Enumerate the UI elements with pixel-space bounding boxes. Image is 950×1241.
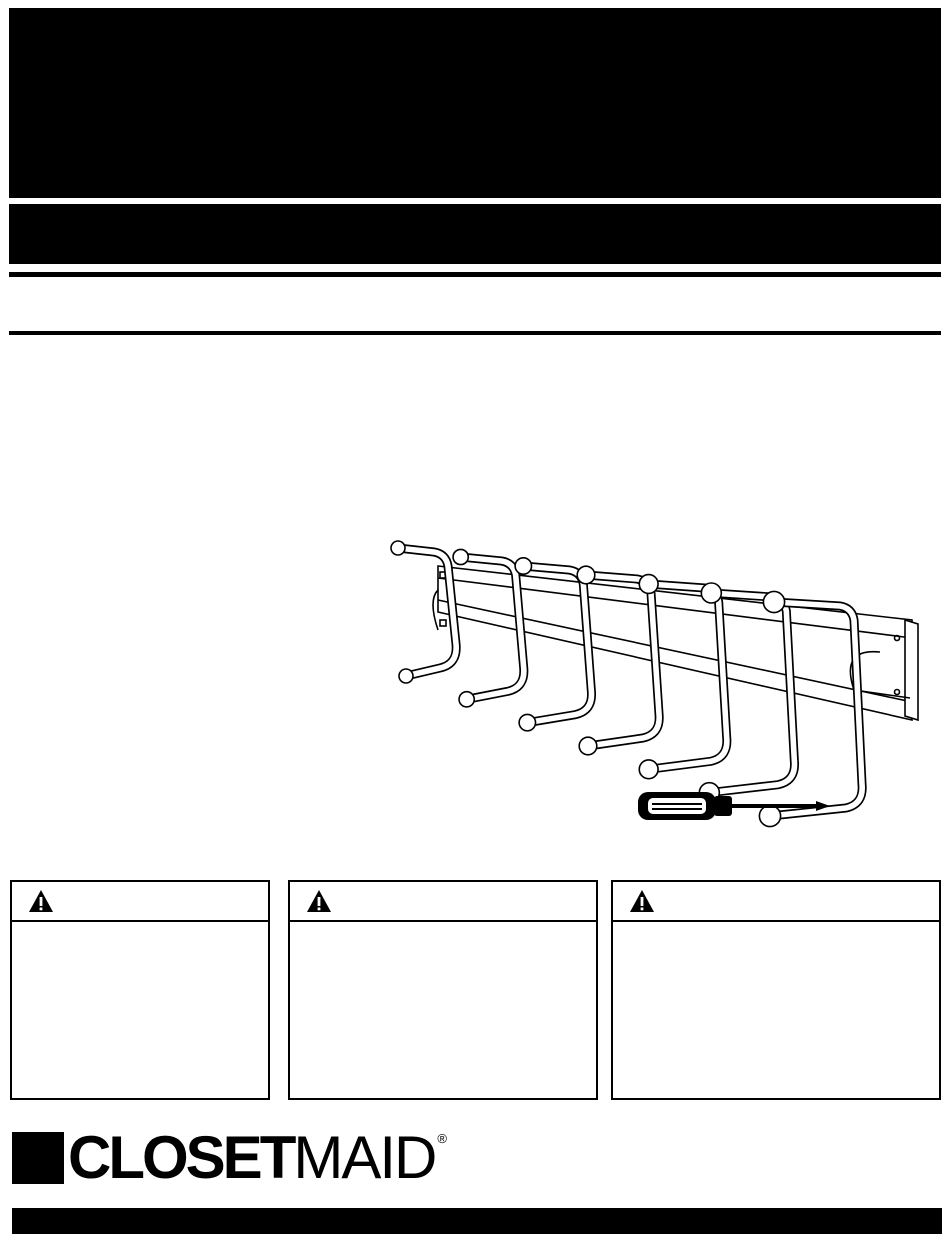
registered-trademark-mark: ® (437, 1131, 447, 1146)
warning-triangle-icon (629, 889, 655, 913)
warning-box-header (12, 882, 268, 922)
subtitle-band (9, 204, 941, 264)
logo-wordmark (68, 1124, 447, 1191)
header-rule-top (9, 272, 941, 277)
warning-box-3 (611, 880, 941, 1100)
warning-box-body (613, 922, 939, 942)
header-rule-bottom (9, 331, 941, 335)
logo-square-mark (12, 1132, 64, 1184)
warning-triangle-icon (306, 889, 332, 913)
warning-box-1 (10, 880, 270, 1100)
logo-wordmark-light: MAID (293, 1124, 436, 1191)
closetmaid-logo (12, 1124, 447, 1191)
warning-box-body (290, 922, 596, 942)
warning-box-header (613, 882, 939, 922)
product-illustration (360, 520, 950, 840)
warning-triangle-icon (28, 889, 54, 913)
warning-box-2 (288, 880, 598, 1100)
warning-box-body (12, 922, 268, 942)
warning-box-header (290, 882, 596, 922)
title-band (9, 8, 941, 198)
logo-wordmark-bold: CLOSET (68, 1124, 294, 1191)
footer-band (12, 1208, 942, 1234)
